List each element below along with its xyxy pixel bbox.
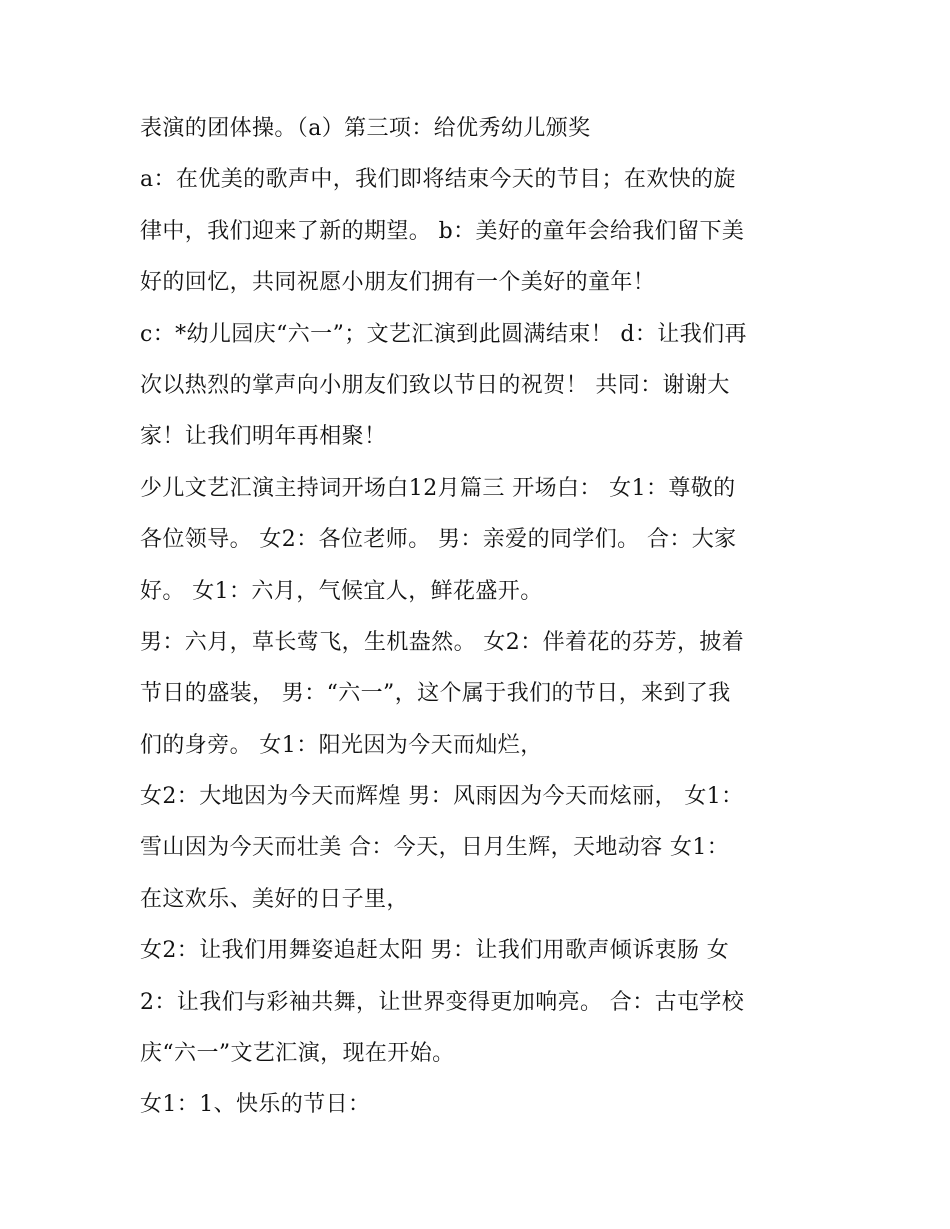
text-line: 在这欢乐、美好的日子里， bbox=[140, 886, 409, 912]
text-line: 节日的盛装， 男：“六一”，这个属于我们的节日，来到了我 bbox=[140, 681, 731, 707]
document-body bbox=[140, 103, 820, 1131]
text-line: 家！让我们明年再相聚！ bbox=[140, 424, 387, 450]
text-line: 好。 女1：六月，气候宜人，鲜花盛开。 bbox=[140, 578, 543, 604]
text-line: 庆“六一”文艺汇演，现在开始。 bbox=[140, 1041, 455, 1067]
text-line: 男：六月，草长莺飞，生机盎然。 女2：伴着花的芬芳，披着 bbox=[140, 629, 745, 655]
text-line: 表演的团体操。（a）第三项：给优秀幼儿颁奖 bbox=[140, 116, 591, 141]
text-line: 少儿文艺汇演主持词开场白12月篇三 开场白： 女1：尊敬的 bbox=[140, 475, 736, 501]
text-line: 女1：1、快乐的节日： bbox=[140, 1092, 371, 1118]
text-line: 雪山因为今天而壮美 合：今天，日月生辉，天地动容 女1： bbox=[140, 835, 730, 861]
text-line: 次以热烈的掌声向小朋友们致以节日的祝贺！ 共同：谢谢大 bbox=[140, 372, 730, 398]
text-line: 女2：大地因为今天而辉煌 男：风雨因为今天而炫丽， 女1： bbox=[140, 784, 744, 810]
text-line: c：*幼儿园庆“六一”；文艺汇演到此圆满结束！ d：让我们再 bbox=[140, 321, 747, 347]
text-line: 好的回忆，共同祝愿小朋友们拥有一个美好的童年！ bbox=[140, 270, 656, 296]
text-line: 女2：让我们用舞姿追赶太阳 男：让我们用歌声倾诉衷肠 女 bbox=[140, 938, 730, 964]
text-line: 2：让我们与彩袖共舞，让世界变得更加响亮。 合：古屯学校 bbox=[140, 989, 745, 1015]
text-line: a：在优美的歌声中，我们即将结束今天的节目；在欢快的旋 bbox=[140, 167, 736, 193]
text-line: 各位领导。 女2：各位老师。 男：亲爱的同学们。 合：大家 bbox=[140, 527, 737, 553]
text-line: 们的身旁。 女1：阳光因为今天而灿烂， bbox=[140, 732, 543, 758]
text-line: 律中，我们迎来了新的期望。 b：美好的童年会给我们留下美 bbox=[140, 218, 745, 244]
